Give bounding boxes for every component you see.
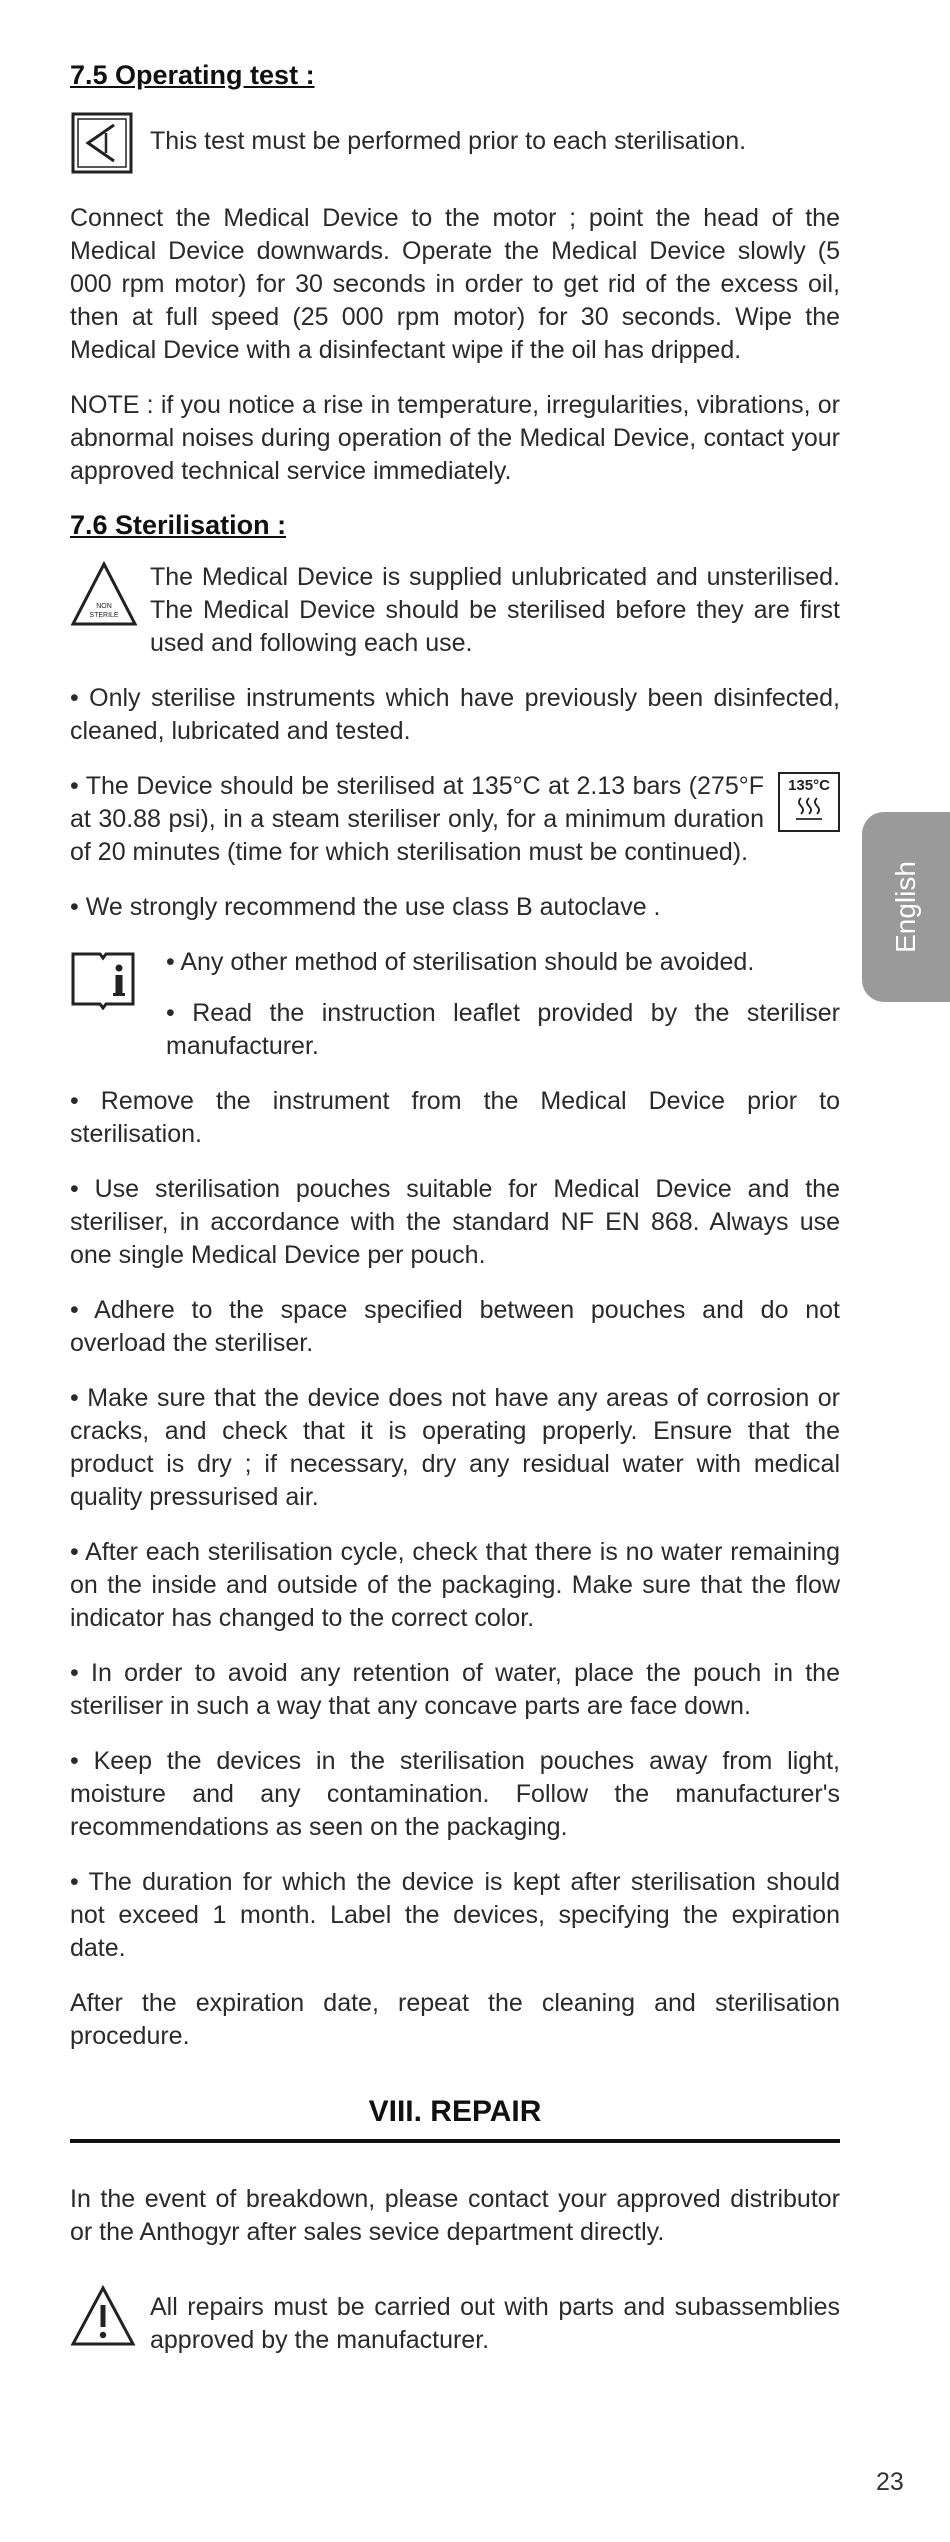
test-symbol-icon — [70, 111, 134, 175]
sterilisation-bullet: • After each sterilisation cycle, check that there is no water remaining on the inside and outside of the packaging. Make sure that the flow indicator has changed to the correct color. — [70, 1538, 840, 1632]
operating-test-note — [70, 111, 840, 180]
sterilisation-bullet: • In order to avoid any retention of water, place the pouch in the steriliser in such a way that any concave parts are face down. — [70, 1659, 840, 1720]
operating-test-note-paragraph: NOTE : if you notice a rise in temperature, irregularities, vibrations, or abnormal noises during operation of the Medical Device, contact your approved technical service immediately. — [70, 391, 840, 485]
non-sterile-icon-line-2: STERILE — [89, 612, 119, 619]
repair-paragraph: In the event of breakdown, please contact your approved distributor or the Anthogyr after sales sevice department directly. — [70, 2185, 840, 2246]
info-bullet: • Any other method of sterilisation should be avoided. — [166, 948, 755, 976]
consult-instructions-icon — [70, 948, 136, 1010]
sterilisation-bullet: • Keep the devices in the sterilisation pouches away from light, moisture and any contamination. Follow the manufacturer's recommendations as seen on the packaging. — [70, 1747, 840, 1841]
heading-operating-test: 7.5 Operating test : — [70, 60, 315, 90]
warning-triangle-icon — [70, 2285, 136, 2347]
sterilisation-bullet: • The duration for which the device is kept after sterilisation should not exceed 1 month. Label the devices, specifying the expiration date. — [70, 1868, 840, 1962]
language-tab — [862, 812, 950, 1002]
sterilisation-bullet: • Make sure that the device does not have any areas of corrosion or cracks, and check that it is operating properly. Ensure that the product is dry ; if necessary, dry any residual water with medical quality pressurised air. — [70, 1384, 840, 1511]
language-tab-label: English — [890, 861, 921, 953]
sterilisation-expiration-paragraph: After the expiration date, repeat the cleaning and sterilisation procedure. — [70, 1989, 840, 2050]
document-page — [70, 60, 840, 2379]
sterilisation-bullet: • The Device should be sterilised at 135°C at 2.13 bars (275°F at 30.88 psi), in a steam steriliser only, for a minimum duration of 20 minutes (time for which sterilisation must be continued). — [70, 772, 764, 866]
temperature-badge — [778, 772, 840, 832]
non-sterile-icon-line-1: NON — [96, 603, 112, 610]
page-number: 23 — [876, 2468, 904, 2496]
steam-icon — [793, 796, 825, 822]
sterilisation-bullet: • Remove the instrument from the Medical Device prior to sterilisation. — [70, 1087, 840, 1148]
non-sterile-note — [70, 561, 840, 660]
non-sterile-note-text: The Medical Device is supplied unlubricated and unsterilised. The Medical Device should be sterilised before they are first used and following each use. — [150, 563, 840, 657]
repair-warning-text: All repairs must be carried out with parts and subassemblies approved by the manufacturer. — [150, 2293, 840, 2354]
heading-sterilisation: 7.6 Sterilisation : — [70, 510, 287, 540]
sterilisation-bullet: • Use sterilisation pouches suitable for Medical Device and the steriliser, in accordance with the standard NF EN 868. Always use one single Medical Device per pouch. — [70, 1175, 840, 1269]
non-sterile-warning-icon — [70, 561, 138, 627]
sterilisation-bullet: • We strongly recommend the use class B autoclave . — [70, 893, 661, 921]
info-bullet: • Read the instruction leaflet provided by the steriliser manufacturer. — [166, 999, 840, 1060]
operating-test-paragraph: Connect the Medical Device to the motor ; point the head of the Medical Device downwards. Operate the Medical Device slowly (5 000 rpm motor) for 30 seconds in order to get rid of the excess oil, then at full speed (25 000 rpm motor) for 30 seconds. Wipe the Medical Device with a disinfectant wipe if the oil has dripped. — [70, 204, 840, 364]
temperature-badge-label: 135°C — [788, 777, 830, 794]
instruction-leaflet-note — [70, 946, 840, 1063]
repair-warning — [70, 2285, 840, 2357]
sterilisation-bullet: • Adhere to the space specified between pouches and do not overload the steriliser. — [70, 1296, 840, 1357]
sterilisation-temperature-bullet — [70, 770, 840, 869]
sterilisation-bullet: • Only sterilise instruments which have previously been disinfected, cleaned, lubricated and tested. — [70, 684, 840, 745]
operating-test-note-text: This test must be performed prior to each sterilisation. — [150, 127, 747, 155]
section-title-repair: VIII. REPAIR — [70, 2095, 840, 2143]
